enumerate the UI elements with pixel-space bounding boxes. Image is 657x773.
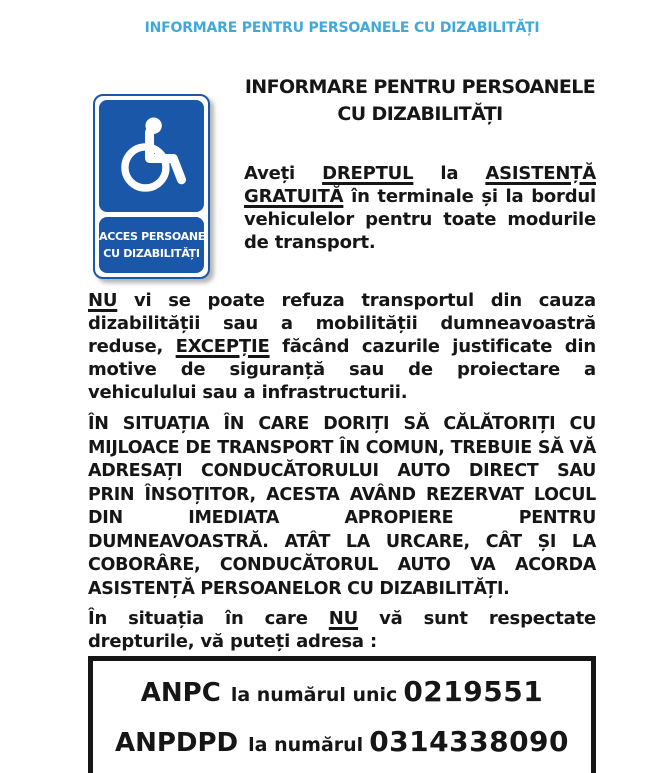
text-segment: În situația în care [88,608,329,629]
hotline-row-anpdpd [101,725,583,763]
wheelchair-icon [111,113,193,199]
paragraph-public-transport: ÎN SITUAȚIA ÎN CARE DORIȚI SĂ CĂLĂTORIȚI CU MIJLOACE DE TRANSPORT ÎN COMUN, TREBUIE SĂ VĂ ADRESAȚI CONDUCĂTORULUI AUTO DIRECT SAU PRIN ÎNSOȚITOR, ACESTA AVÂND REZERVAT LOCUL DIN IMEDIATA APROPIERE PENTRU DUMNEAVOASTRĂ. ATÂT LA URCARE, CÂT ȘI LA COBORÂRE, CONDUCĂTORUL AUTO VA ACORDA ASISTENȚĂ PERSOANELOR CU DIZABILITĂȚI. [88,414,596,599]
paragraph-complaint [88,607,596,653]
lead-section [88,74,596,260]
text-segment: vi se poate refuza transportul din cauza dizabilității sau a mobilității dumneavoastră reduse, [88,290,596,357]
paragraph-no-refusal [88,289,596,404]
org-name: ANPDPD [114,728,239,758]
text-segment: făcând cazurile justificate din motive de siguranță sau de proiectare a vehiculului sau a infrastructurii. [88,336,596,403]
sign-label-line2: CU DIZABILITĂȚI [103,247,200,260]
text-segment-underlined: NU [88,290,118,311]
hotline-number: 0314338090 [369,725,570,758]
org-name: ANPC [140,678,221,708]
text-segment: la [413,163,486,184]
text-segment-underlined: EXCEPȚIE [175,336,270,357]
sign-label-line1: ACCES PERSOANE [99,229,205,243]
hotline-label: la numărul [248,734,364,756]
text-segment: în terminale și la bordul vehiculelor pentru toate modurile de transport. [244,186,596,253]
access-sign [93,94,210,279]
hotline-number: 0219551 [403,675,544,708]
sign-label [99,217,204,273]
page-title: INFORMARE PENTRU PERSOANELE CU DIZABILITĂȚI [244,76,596,125]
poster-content [88,74,596,773]
text-segment: vă sunt respectate drepturile, vă puteți adresa : [88,608,596,652]
sign-symbol-panel [99,100,204,212]
text-segment-underlined: ASISTENȚĂ GRATUITĂ [244,163,596,207]
text-segment-underlined: NU [328,608,359,629]
hotline-row-anpc [101,675,583,713]
top-banner-title: INFORMARE PENTRU PERSOANELE CU DIZABILITĂȚI [144,20,540,36]
hotline-box [88,656,596,773]
text-segment: Aveți [244,163,323,184]
hotline-label: la numărul unic [230,684,398,706]
text-segment-underlined: DREPTUL [322,163,414,184]
